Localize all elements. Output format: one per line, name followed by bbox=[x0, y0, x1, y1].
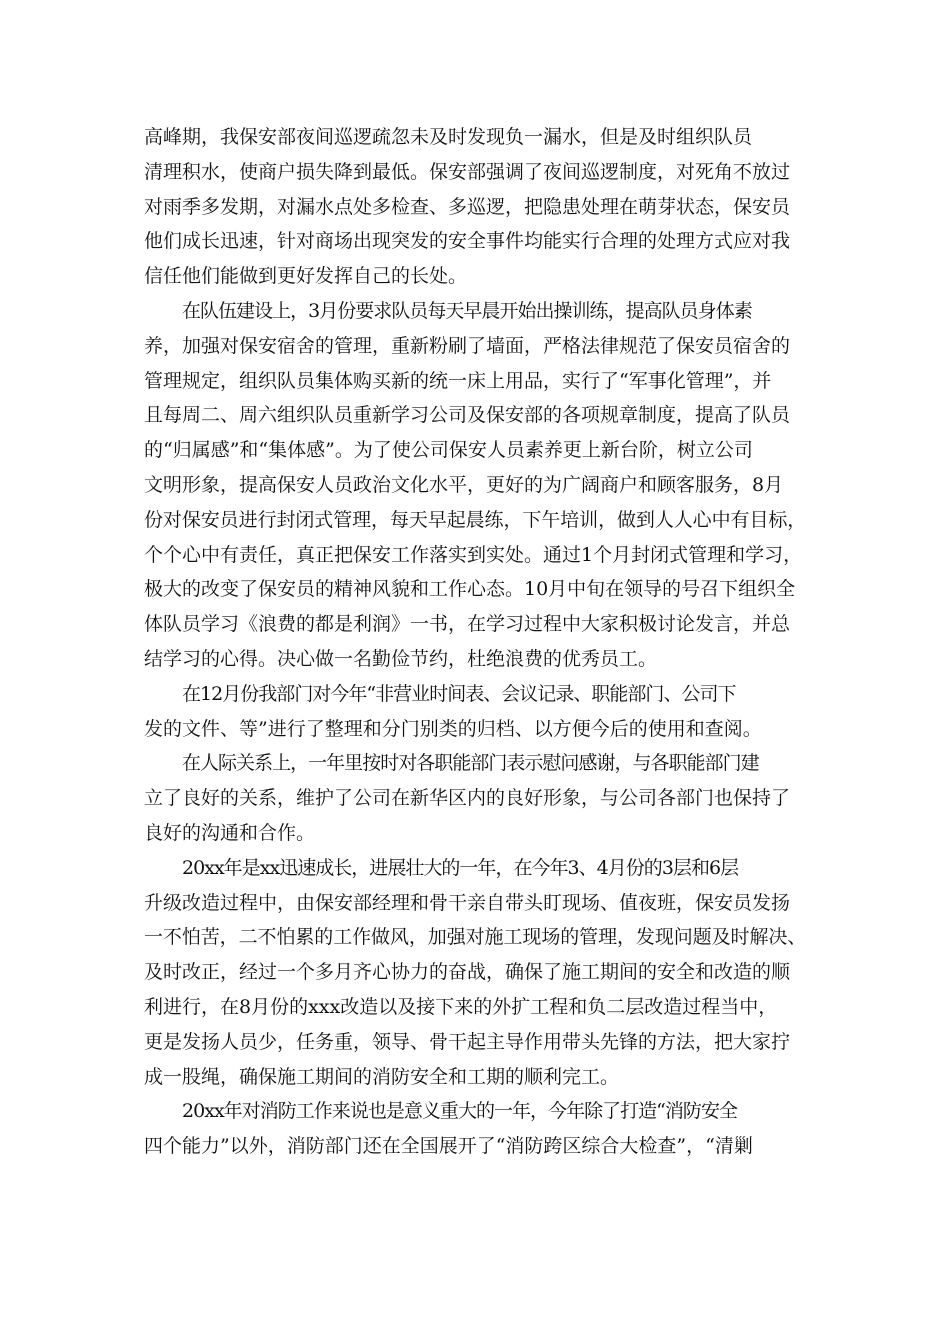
text-line: 清理积水，使商户损失降到最低。保安部强调了夜间巡逻制度，对死角不放过 bbox=[144, 160, 791, 183]
paragraph bbox=[144, 1094, 806, 1164]
text-line: 对雨季多发期，对漏水点处多检查、多巡逻，把隐患处理在萌芽状态，保安员 bbox=[144, 195, 791, 218]
text-line: 体队员学习《浪费的都是利润》一书，在学习过程中大家积极讨论发言，并总 bbox=[144, 613, 791, 636]
text-line: 份对保安员进行封闭式管理，每天早起晨练，下午培训，做到人人心中有目标， bbox=[144, 508, 807, 531]
paragraph bbox=[144, 294, 806, 677]
text-line: 他们成长迅速，针对商场出现突发的安全事件均能实行合理的处理方式应对我 bbox=[144, 230, 791, 253]
paragraph bbox=[144, 851, 806, 1095]
text-line: 信任他们能做到更好发挥自己的长处。 bbox=[144, 265, 468, 288]
text-line: 文明形象，提高保安人员政治文化水平，更好的为广阔商户和顾客服务，8月 bbox=[144, 473, 784, 496]
text-line: 成一股绳，确保施工期间的消防安全和工期的顺利完工。 bbox=[144, 1065, 620, 1088]
text-line: 一不怕苦，二不怕累的工作做风，加强对施工现场的管理，发现问题及时解决、 bbox=[144, 926, 807, 949]
text-line: 在12月份我部门对今年“非营业时间表、会议记录、职能部门、公司下 bbox=[182, 682, 736, 705]
text-line: 利进行，在8月份的xxx改造以及接下来的外扩工程和负二层改造过程当中， bbox=[144, 995, 778, 1018]
text-line: 且每周二、周六组织队员重新学习公司及保安部的各项规章制度，提高了队员 bbox=[144, 404, 791, 427]
text-line: 良好的沟通和合作。 bbox=[144, 821, 316, 844]
text-line: 的“归属感”和“集体感”。为了使公司保安人员素养更上新台阶，树立公司 bbox=[144, 439, 753, 462]
text-line: 结学习的心得。决心做一名勤俭节约，杜绝浪费的优秀员工。 bbox=[144, 647, 658, 670]
text-line: 20xx年对消防工作来说也是意义重大的一年，今年除了打造“消防安全 bbox=[182, 1100, 737, 1123]
text-line: 升级改造过程中，由保安部经理和骨干亲自带头盯现场、值夜班，保安员发扬 bbox=[144, 891, 791, 914]
text-line: 管理规定，组织队员集体购买新的统一床上用品，实行了“军事化管理”，并 bbox=[144, 369, 772, 392]
paragraph bbox=[144, 120, 806, 294]
text-line: 个个心中有责任，真正把保安工作落实到实处。通过1个月封闭式管理和学习， bbox=[144, 543, 803, 566]
text-line: 及时改正，经过一个多月齐心协力的奋战，确保了施工期间的安全和改造的顺 bbox=[144, 961, 791, 984]
text-line: 四个能力”以外，消防部门还在全国展开了“消防跨区综合大检查”，“清剿 bbox=[144, 1135, 753, 1158]
text-line: 20xx年是xx迅速成长，进展壮大的一年，在今年3、4月份的3层和6层 bbox=[182, 856, 739, 879]
paragraph bbox=[144, 677, 806, 747]
paragraph bbox=[144, 746, 806, 850]
text-line: 发的文件、等”进行了整理和分门别类的归档、以方便今后的使用和查阅。 bbox=[144, 717, 762, 740]
text-line: 在人际关系上，一年里按时对各职能部门表示慰问感谢，与各职能部门建 bbox=[182, 752, 759, 775]
text-line: 高峰期，我保安部夜间巡逻疏忽未及时发现负一漏水，但是及时组织队员 bbox=[144, 126, 753, 148]
text-line: 养，加强对保安宿舍的管理，重新粉刷了墙面，严格法律规范了保安员宿舍的 bbox=[144, 334, 791, 357]
document-body bbox=[144, 120, 806, 1164]
text-line: 立了良好的关系，维护了公司在新华区内的良好形象，与公司各部门也保持了 bbox=[144, 787, 791, 810]
text-line: 在队伍建设上，3月份要求队员每天早晨开始出操训练，提高队员身体素 bbox=[182, 299, 752, 322]
text-line: 更是发扬人员少，任务重，领导、骨干起主导作用带头先锋的方法，把大家拧 bbox=[144, 1030, 791, 1053]
text-line: 极大的改变了保安员的精神风貌和工作心态。10月中旬在领导的号召下组织全 bbox=[144, 578, 796, 601]
